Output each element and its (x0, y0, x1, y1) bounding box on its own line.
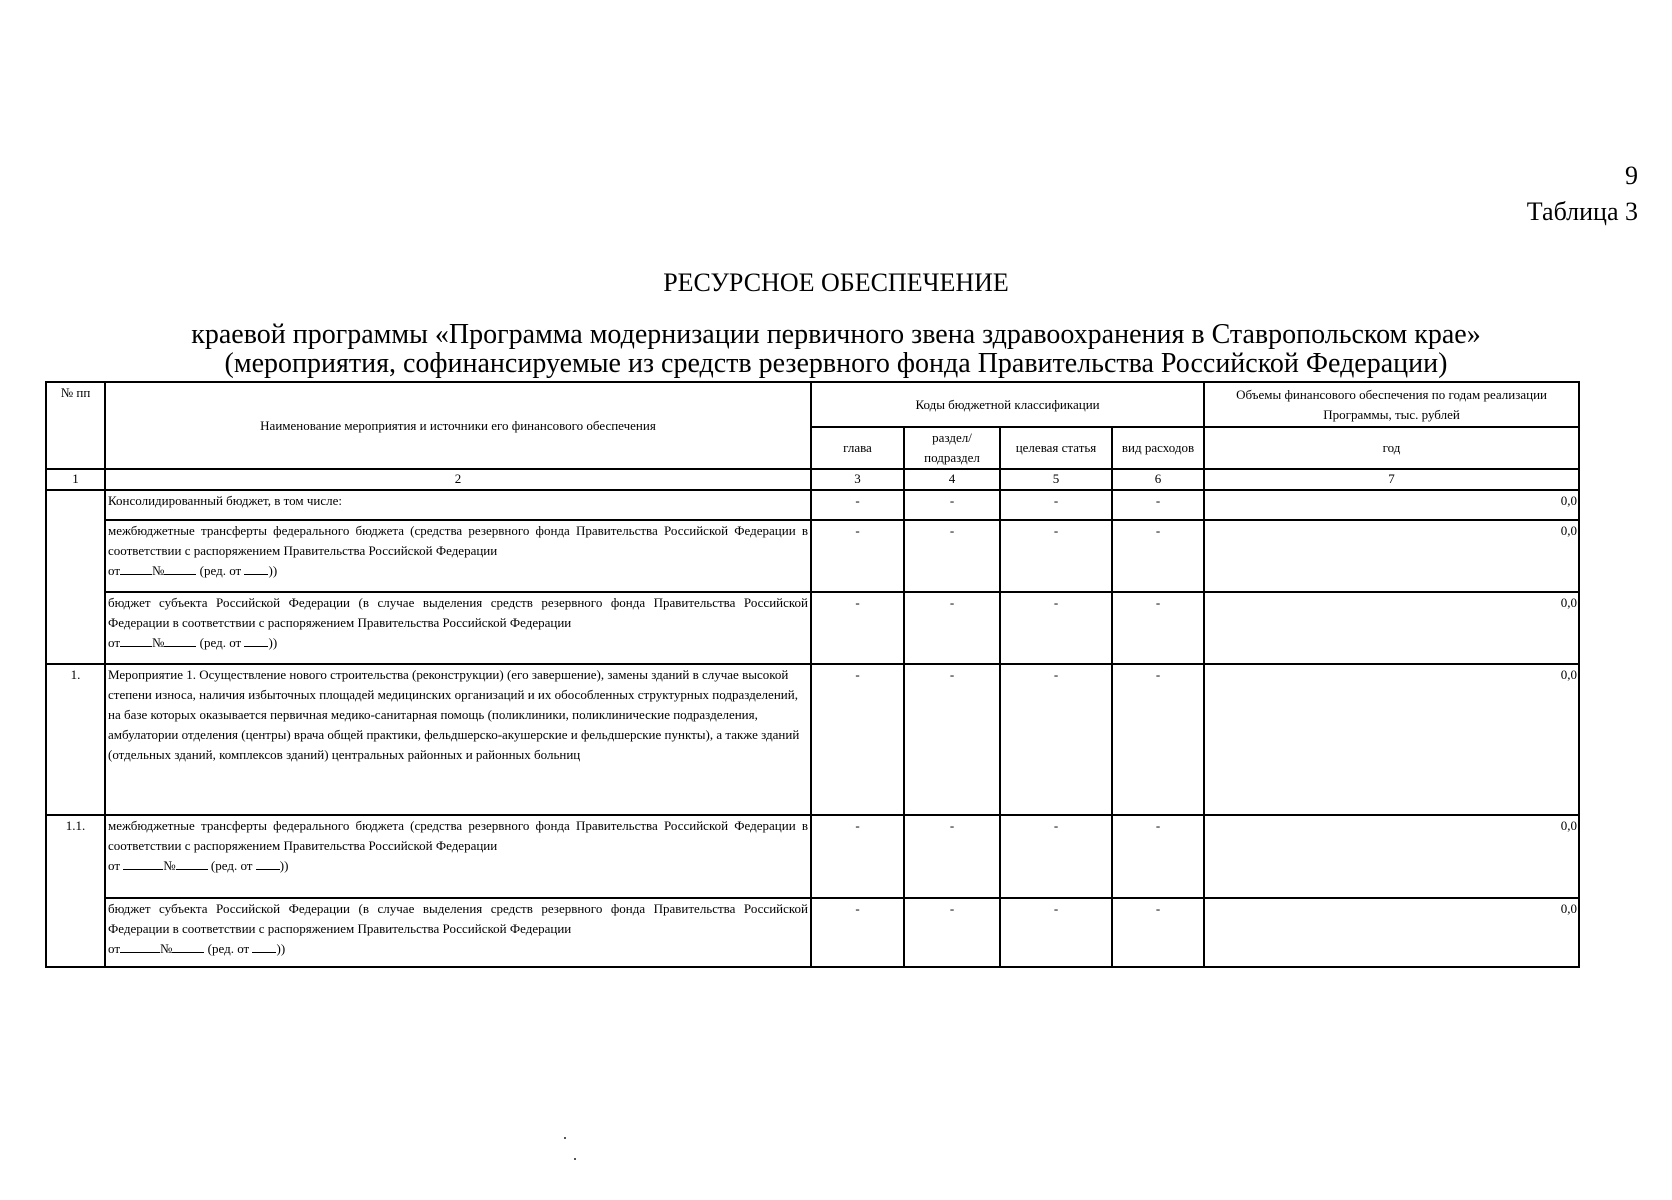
blank-line (120, 561, 152, 575)
column-number: 5 (1000, 469, 1112, 490)
column-number: 3 (811, 469, 904, 490)
header-glava: глава (811, 427, 904, 469)
row-name: Консолидированный бюджет, в том числе: (105, 490, 811, 520)
table-row (46, 592, 1579, 664)
row-glava: - (811, 520, 904, 592)
row-glava: - (811, 490, 904, 520)
row-name-no-label: № (163, 858, 176, 873)
row-razdel: - (904, 898, 1000, 967)
row-name (105, 592, 811, 664)
blank-line (172, 939, 204, 953)
row-name-no-label: № (152, 563, 165, 578)
blank-line (120, 939, 160, 953)
row-name (105, 815, 811, 898)
row-name-red-label: (ред. от (199, 563, 242, 578)
row-amount: 0,0 (1204, 815, 1579, 898)
document-subtitle (0, 320, 1672, 378)
blank-line (120, 633, 152, 647)
row-glava: - (811, 592, 904, 664)
row-name: Мероприятие 1. Осуществление нового строительства (реконструкции) (его завершение), замены зданий в случае высокой степени износа, наличия избыточных площадей медицинских организаций и их обособленных структурных подразделений, на базе которых оказывается первичная медико-санитарная помощь (поликлиники, поликлинические подразделения, амбулатории отделения (центры) врача общей практики, фельдшерско-акушерские и фельдшерские пункты), а также зданий (отдельных зданий, комплексов зданий) центральных районных и районных больниц (105, 664, 811, 815)
row-statya: - (1000, 664, 1112, 815)
row-amount: 0,0 (1204, 664, 1579, 815)
column-number-row (46, 469, 1579, 490)
row-statya: - (1000, 592, 1112, 664)
row-statya: - (1000, 520, 1112, 592)
blank-line (256, 856, 280, 870)
row-glava: - (811, 664, 904, 815)
column-number: 4 (904, 469, 1000, 490)
row-name-ref-label: от (108, 941, 121, 956)
row-vid: - (1112, 898, 1204, 967)
row-amount: 0,0 (1204, 592, 1579, 664)
page-number: 9 (1625, 161, 1638, 190)
column-number: 6 (1112, 469, 1204, 490)
row-name-no-label: № (160, 941, 173, 956)
row-vid: - (1112, 815, 1204, 898)
row-razdel: - (904, 592, 1000, 664)
scan-speck (574, 1158, 576, 1160)
row-name-main: межбюджетные трансферты федерального бюджета (средства резервного фонда Правительства Российской Федерации в соответствии с распоряжением Правительства Российской Федерации (108, 818, 808, 853)
header-codes-group: Коды бюджетной классификации (811, 382, 1204, 427)
blank-line (244, 561, 268, 575)
document-title: РЕСУРСНОЕ ОБЕСПЕЧЕНИЕ (663, 268, 1009, 297)
subtitle-line-2: (мероприятия, софинансируемые из средств резервного фонда Правительства Российской Федерации) (224, 348, 1448, 379)
row-number: 1.1. (46, 815, 105, 967)
header-god: год (1204, 427, 1579, 469)
resource-table (45, 381, 1580, 968)
row-statya: - (1000, 490, 1112, 520)
row-amount: 0,0 (1204, 898, 1579, 967)
row-vid: - (1112, 664, 1204, 815)
column-number: 1 (46, 469, 105, 490)
blank-line (164, 561, 196, 575)
header-statya: целевая статья (1000, 427, 1112, 469)
header-razdel: раздел/ подраздел (904, 427, 1000, 469)
row-name-main: межбюджетные трансферты федерального бюджета (средства резервного фонда Правительства Российской Федерации в соответствии с распоряжением Правительства Российской Федерации (108, 523, 808, 558)
row-razdel: - (904, 520, 1000, 592)
blank-line (244, 633, 268, 647)
row-amount: 0,0 (1204, 520, 1579, 592)
blank-line (123, 856, 163, 870)
blank-line (252, 939, 276, 953)
blank-line (164, 633, 196, 647)
row-name-red-label: (ред. от (199, 635, 242, 650)
row-name-main: бюджет субъекта Российской Федерации (в случае выделения средств резервного фонда Правительства Российской Федерации в соответствии с распоряжением Правительства Российской Федерации (108, 901, 808, 936)
row-name-ref-label: от (108, 563, 121, 578)
row-statya: - (1000, 815, 1112, 898)
row-name (105, 520, 811, 592)
row-razdel: - (904, 815, 1000, 898)
row-statya: - (1000, 898, 1112, 967)
row-name-ref-label: от (108, 635, 121, 650)
row-vid: - (1112, 592, 1204, 664)
row-name-red-label: (ред. от (210, 858, 253, 873)
row-name-no-label: № (152, 635, 165, 650)
column-number: 2 (105, 469, 811, 490)
row-name-main: бюджет субъекта Российской Федерации (в случае выделения средств резервного фонда Правительства Российской Федерации в соответствии с распоряжением Правительства Российской Федерации (108, 595, 808, 630)
row-glava: - (811, 815, 904, 898)
table-row (46, 520, 1579, 592)
table-header-row-1 (46, 382, 1579, 427)
table-row (46, 490, 1579, 520)
row-name-close: )) (268, 563, 278, 578)
table-row (46, 664, 1579, 815)
scan-speck (564, 1137, 566, 1139)
row-razdel: - (904, 664, 1000, 815)
row-amount: 0,0 (1204, 490, 1579, 520)
header-num: № пп (46, 382, 105, 469)
header-finance-group: Объемы финансового обеспечения по годам реализации Программы, тыс. рублей (1204, 382, 1579, 427)
table-row (46, 815, 1579, 898)
row-razdel: - (904, 490, 1000, 520)
row-glava: - (811, 898, 904, 967)
column-number: 7 (1204, 469, 1579, 490)
row-name-red-label: (ред. от (207, 941, 250, 956)
row-number (46, 490, 105, 664)
row-name-ref-label: от (108, 858, 121, 873)
subtitle-line-1: краевой программы «Программа модернизации первичного звена здравоохранения в Ставропольском крае» (191, 319, 1481, 350)
header-name: Наименование мероприятия и источники его финансового обеспечения (105, 382, 811, 469)
table-label: Таблица 3 (1526, 197, 1638, 226)
row-name-close: )) (276, 941, 286, 956)
row-number: 1. (46, 664, 105, 815)
blank-line (176, 856, 208, 870)
table-row (46, 898, 1579, 967)
header-vid: вид расходов (1112, 427, 1204, 469)
row-vid: - (1112, 520, 1204, 592)
row-vid: - (1112, 490, 1204, 520)
row-name-close: )) (268, 635, 278, 650)
row-name-close: )) (279, 858, 289, 873)
row-name (105, 898, 811, 967)
